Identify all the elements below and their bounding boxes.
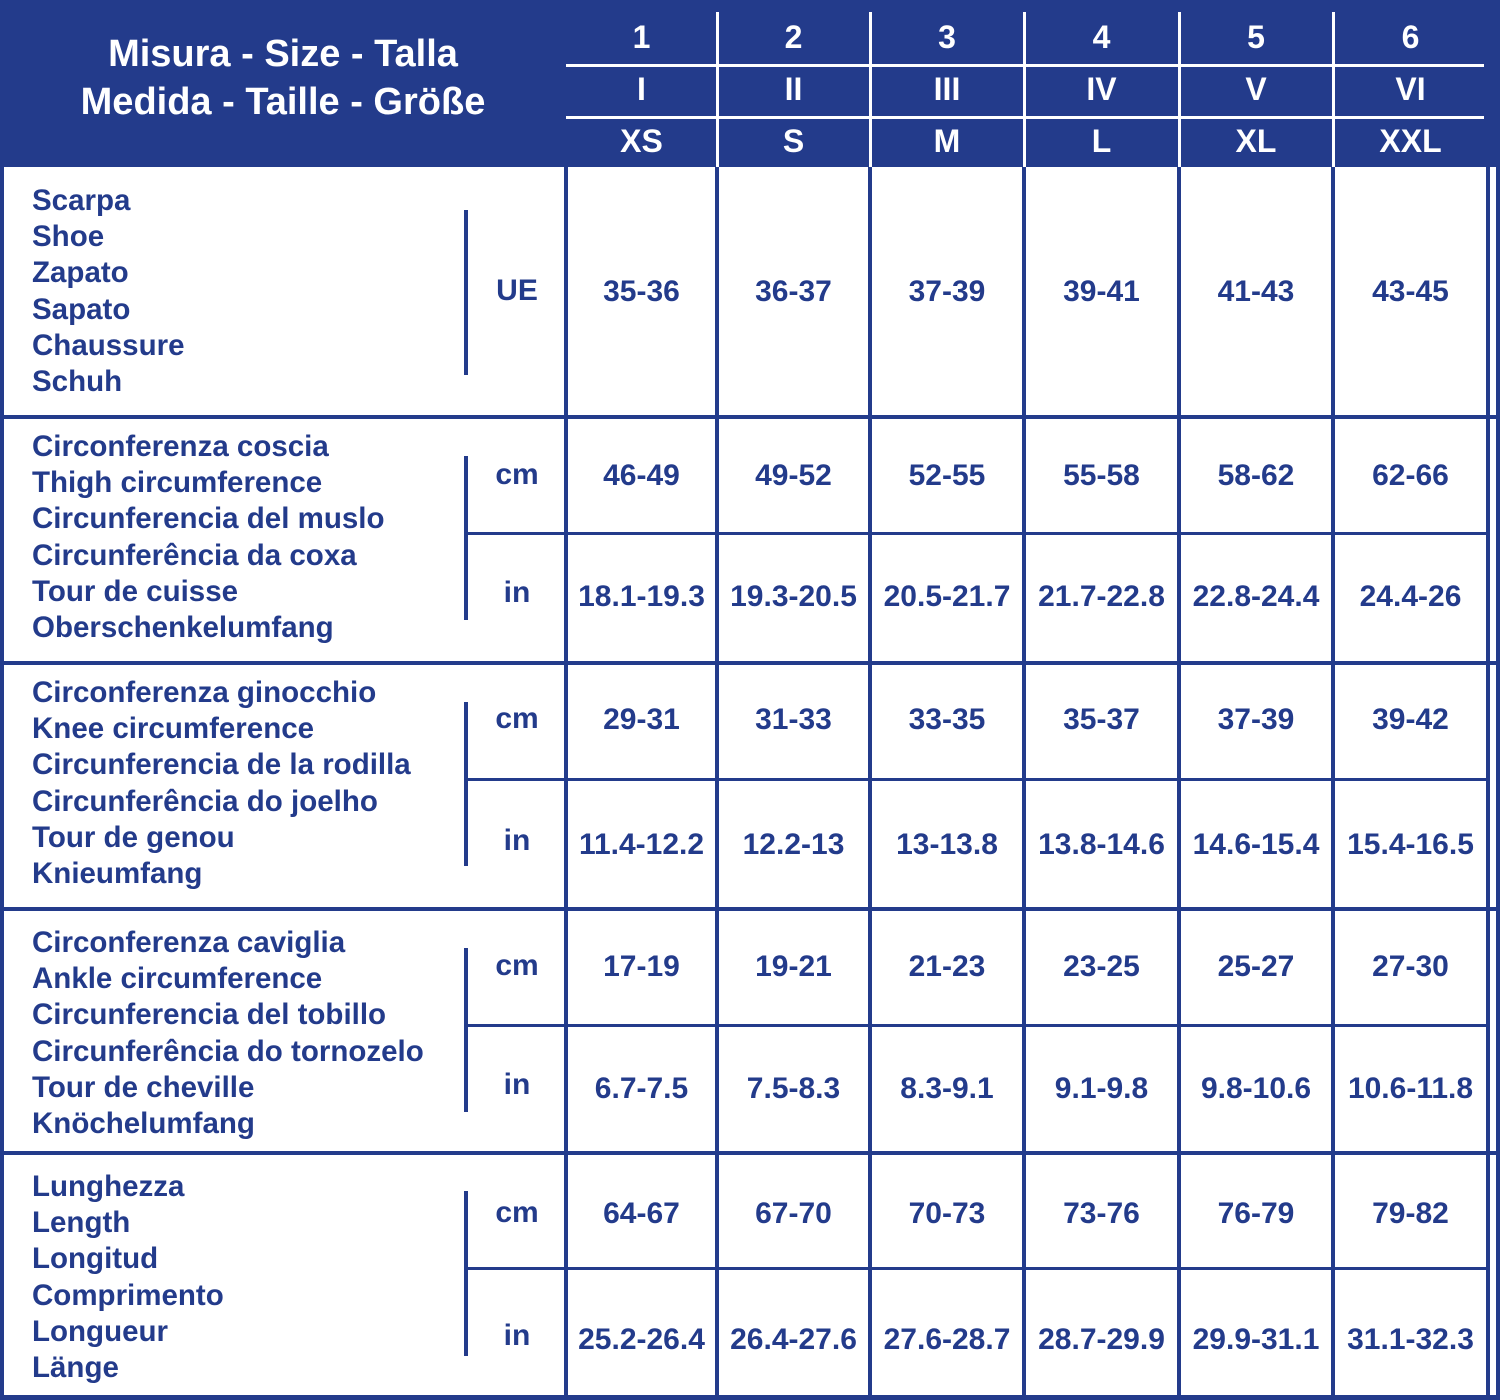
table-cell: 27-30 bbox=[1372, 950, 1449, 983]
table-cell: 37-39 bbox=[1217, 703, 1295, 736]
table-cell: 27.6-28.7 bbox=[883, 1323, 1011, 1356]
table-cell: 9.8-10.6 bbox=[1200, 1072, 1312, 1105]
label-shoe-4: Chaussure bbox=[32, 328, 185, 362]
table-cell: 11.4-12.2 bbox=[578, 828, 705, 861]
table-cell: 23-25 bbox=[1063, 950, 1140, 983]
label-thigh-3: Circunferência da coxa bbox=[32, 538, 357, 572]
label-shoe-5: Schuh bbox=[32, 365, 123, 399]
label-divider-bar bbox=[464, 948, 468, 1112]
section-separator bbox=[0, 415, 1500, 419]
table-cell: 24.4-26 bbox=[1359, 580, 1462, 613]
table-cell: 19-21 bbox=[755, 950, 832, 983]
table-cell: 8.3-9.1 bbox=[900, 1072, 994, 1105]
table-cell: 41-43 bbox=[1217, 275, 1295, 308]
table-cell: 70-73 bbox=[908, 1197, 986, 1230]
section-separator bbox=[0, 1151, 1500, 1155]
header-size-letter: XXL bbox=[1379, 123, 1442, 159]
table-cell: 46-49 bbox=[603, 459, 680, 492]
table-cell: 7.5-8.3 bbox=[746, 1072, 841, 1105]
table-cell: 13.8-14.6 bbox=[1038, 828, 1165, 861]
header-size-letter: S bbox=[782, 123, 805, 159]
header-size-letter: XS bbox=[620, 123, 663, 159]
table-cell: 25-27 bbox=[1217, 950, 1295, 983]
header-size-num: 6 bbox=[1401, 19, 1420, 55]
unit-cm: cm bbox=[495, 702, 539, 735]
header-title bbox=[0, 30, 566, 126]
header-size-letter: L bbox=[1091, 123, 1112, 159]
header-size-letter: M bbox=[933, 123, 961, 159]
table-cell: 43-45 bbox=[1372, 275, 1449, 308]
table-cell: 33-35 bbox=[908, 703, 986, 736]
unit-cm: cm bbox=[495, 458, 539, 491]
label-shoe-1: Shoe bbox=[32, 220, 105, 254]
header-size-num: 3 bbox=[938, 19, 956, 55]
table-cell: 64-67 bbox=[603, 1197, 680, 1230]
label-knee-1: Knee circumference bbox=[32, 712, 315, 746]
table-cell: 39-42 bbox=[1372, 703, 1449, 736]
frame-bottom bbox=[0, 1395, 1500, 1400]
header-size-roman: V bbox=[1245, 71, 1267, 107]
table-cell: 22.8-24.4 bbox=[1192, 580, 1320, 613]
table-cell: 17-19 bbox=[603, 950, 680, 983]
unit-separator bbox=[468, 778, 1488, 781]
table-cell: 36-37 bbox=[755, 275, 832, 308]
label-divider-bar bbox=[464, 210, 468, 375]
unit-in: in bbox=[503, 576, 531, 609]
label-block-length bbox=[32, 1169, 462, 1386]
table-cell: 12.2-13 bbox=[742, 828, 845, 861]
label-divider-bar bbox=[464, 702, 468, 866]
header-size-roman: II bbox=[784, 71, 803, 107]
table-cell: 21.7-22.8 bbox=[1038, 580, 1165, 613]
table-cell: 31-33 bbox=[755, 703, 832, 736]
label-knee-4: Tour de genou bbox=[32, 820, 235, 854]
table-cell: 25.2-26.4 bbox=[578, 1323, 705, 1356]
label-knee-2: Circunferencia de la rodilla bbox=[32, 748, 411, 782]
label-length-5: Länge bbox=[32, 1351, 119, 1385]
label-ankle-5: Knöchelumfang bbox=[32, 1107, 255, 1141]
label-block-thigh bbox=[32, 429, 462, 646]
table-cell: 26.4-27.6 bbox=[730, 1323, 857, 1356]
label-length-1: Length bbox=[32, 1206, 131, 1240]
unit-cm: cm bbox=[495, 949, 539, 982]
header-size-num: 1 bbox=[632, 19, 651, 55]
table-cell: 10.6-11.8 bbox=[1347, 1072, 1474, 1105]
unit-separator bbox=[468, 1024, 1488, 1027]
table-cell: 13-13.8 bbox=[896, 828, 998, 861]
table-cell: 21-23 bbox=[908, 950, 986, 983]
label-shoe-0: Scarpa bbox=[32, 184, 131, 217]
table-cell: 6.7-7.5 bbox=[594, 1072, 689, 1105]
header-size-num: 2 bbox=[784, 19, 803, 55]
table-cell: 79-82 bbox=[1372, 1197, 1449, 1230]
header-size-num: 4 bbox=[1092, 19, 1111, 55]
header-size-num: 5 bbox=[1247, 19, 1265, 55]
table-cell: 28.7-29.9 bbox=[1038, 1323, 1165, 1356]
table-cell: 31.1-32.3 bbox=[1347, 1323, 1474, 1356]
label-shoe-2: Zapato bbox=[32, 256, 129, 290]
section-separator bbox=[0, 907, 1500, 911]
label-thigh-0: Circonferenza coscia bbox=[32, 430, 329, 463]
unit-ue: UE bbox=[496, 274, 538, 307]
table-cell: 76-79 bbox=[1217, 1197, 1295, 1230]
header-size-roman: III bbox=[933, 71, 961, 107]
header-title-line1: Misura - Size - Talla bbox=[108, 33, 458, 75]
header-size-letter: XL bbox=[1235, 123, 1277, 159]
table-cell: 14.6-15.4 bbox=[1192, 828, 1320, 861]
label-knee-0: Circonferenza ginocchio bbox=[32, 676, 377, 709]
label-block-ankle bbox=[32, 925, 462, 1142]
table-cell: 37-39 bbox=[908, 275, 986, 308]
frame-right bbox=[1496, 0, 1500, 1400]
label-ankle-4: Tour de cheville bbox=[32, 1070, 255, 1104]
frame-left bbox=[0, 0, 4, 1400]
table-cell: 18.1-19.3 bbox=[578, 580, 705, 613]
table-cell: 55-58 bbox=[1063, 459, 1140, 492]
table-cell: 19.3-20.5 bbox=[730, 580, 857, 613]
label-length-3: Comprimento bbox=[32, 1278, 224, 1312]
label-ankle-2: Circunferencia del tobillo bbox=[32, 998, 387, 1032]
table-cell: 49-52 bbox=[755, 459, 832, 492]
label-shoe-3: Sapato bbox=[32, 292, 131, 326]
label-ankle-3: Circunferência do tornozelo bbox=[32, 1034, 424, 1068]
unit-separator bbox=[468, 1267, 1488, 1270]
table-cell: 67-70 bbox=[755, 1197, 832, 1230]
unit-in: in bbox=[503, 1068, 531, 1101]
label-knee-5: Knieumfang bbox=[32, 857, 203, 891]
header-band bbox=[0, 0, 1500, 167]
label-block-knee bbox=[32, 675, 462, 892]
label-block-shoe bbox=[32, 183, 462, 400]
label-length-2: Longitud bbox=[32, 1242, 159, 1276]
label-thigh-4: Tour de cuisse bbox=[32, 574, 239, 608]
unit-in: in bbox=[503, 824, 531, 857]
table-cell: 35-36 bbox=[603, 275, 680, 308]
table-cell: 15.4-16.5 bbox=[1347, 828, 1474, 861]
header-size-roman: I bbox=[637, 71, 646, 107]
label-ankle-0: Circonferenza caviglia bbox=[32, 926, 346, 959]
label-knee-3: Circunferência do joelho bbox=[32, 784, 378, 818]
label-length-0: Lunghezza bbox=[32, 1170, 185, 1203]
label-length-4: Longueur bbox=[32, 1314, 169, 1348]
label-thigh-2: Circunferencia del muslo bbox=[32, 502, 385, 536]
label-ankle-1: Ankle circumference bbox=[32, 962, 323, 996]
table-cell: 52-55 bbox=[908, 459, 986, 492]
table-cell: 29.9-31.1 bbox=[1192, 1323, 1320, 1356]
label-divider-bar bbox=[464, 1191, 468, 1356]
section-separator bbox=[0, 661, 1500, 665]
table-cell: 20.5-21.7 bbox=[883, 580, 1011, 613]
header-size-roman: IV bbox=[1086, 71, 1117, 107]
header-size-roman: VI bbox=[1395, 71, 1426, 107]
unit-in: in bbox=[503, 1319, 531, 1352]
label-thigh-1: Thigh circumference bbox=[32, 466, 323, 500]
label-thigh-5: Oberschenkelumfang bbox=[32, 611, 334, 645]
unit-cm: cm bbox=[495, 1196, 539, 1229]
table-cell: 35-37 bbox=[1063, 703, 1140, 736]
table-cell: 29-31 bbox=[603, 703, 680, 736]
label-divider-bar bbox=[464, 456, 468, 620]
table-cell: 39-41 bbox=[1063, 275, 1140, 308]
unit-separator bbox=[468, 532, 1488, 535]
header-title-line2: Medida - Taille - Größe bbox=[80, 81, 486, 123]
table-cell: 58-62 bbox=[1217, 459, 1295, 492]
table-cell: 9.1-9.8 bbox=[1054, 1072, 1149, 1105]
table-cell: 62-66 bbox=[1372, 459, 1449, 492]
table-cell: 73-76 bbox=[1063, 1197, 1140, 1230]
